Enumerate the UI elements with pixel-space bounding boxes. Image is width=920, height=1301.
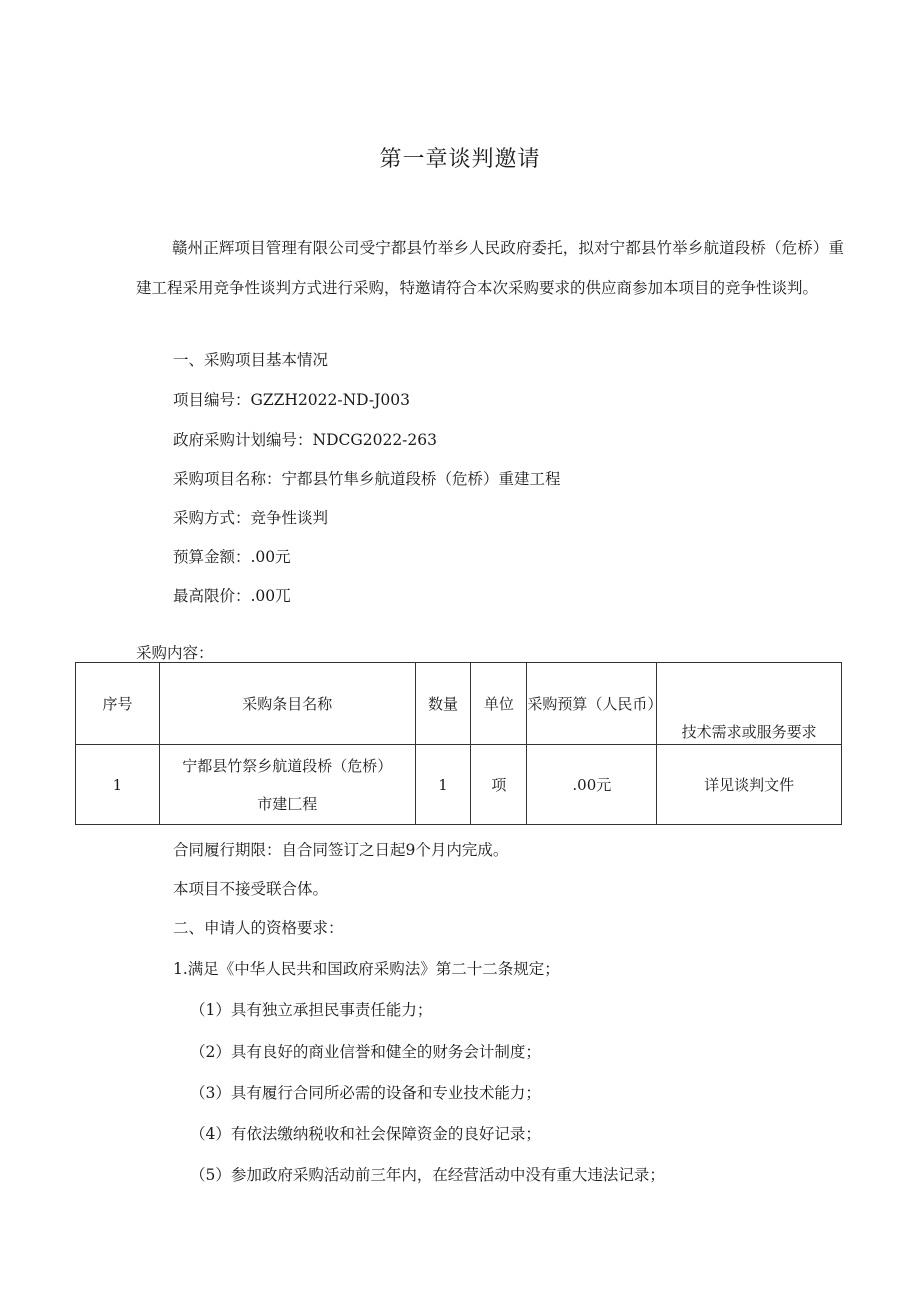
project-name: 采购项目名称：宁都县竹隼乡航道段桥（危桥）重建工程 <box>173 470 561 488</box>
cell-tech: 详见谈判文件 <box>657 745 842 825</box>
contract-period: 合同履行期限：自合同签订之日起9个月内完成。 <box>173 841 509 859</box>
budget-amount: 预算金额：.00元 <box>173 548 291 566</box>
header-tech: 技术需求或服务要求 <box>657 663 842 745</box>
header-qty: 数量 <box>415 663 471 745</box>
requirement-sub-2: （2）具有良好的商业信誉和健全的财务会计制度； <box>190 1043 541 1061</box>
section1-heading: 一、采购项目基本情况 <box>173 351 329 369</box>
intro-paragraph: 赣州正辉项目管理有限公司受宁都县竹举乡人民政府委托，拟对宁都县竹举乡航道段桥（危桥）重建工程采用竞争性谈判方式进行采购，特邀请符合本次采购要求的供应商参加本项目的竞争性谈判。 <box>136 239 844 297</box>
cell-budget: .00元 <box>527 745 657 825</box>
plan-number: 政府采购计划编号：NDCG2022-263 <box>173 431 438 449</box>
requirement-sub-4: （4）有依法缴纳税收和社会保障资金的良好记录； <box>190 1125 541 1143</box>
header-budget: 采购预算（人民币） <box>527 663 657 745</box>
requirement-sub-3: （3）具有履行合同所必需的设备和专业技术能力； <box>190 1084 541 1102</box>
table-row <box>76 745 842 825</box>
max-price: 最高限价：.00兀 <box>173 587 291 605</box>
requirement-item-1: 1.满足《中华人民共和国政府采购法》第二十二条规定； <box>173 960 560 978</box>
cell-item-line1: 宁都县竹祭乡航道段桥（危桥） <box>182 756 393 775</box>
cell-unit: 项 <box>471 745 527 825</box>
procurement-method: 采购方式：竞争性谈判 <box>173 509 329 527</box>
cell-item-line2: 市建匚程 <box>257 794 318 813</box>
requirement-sub-1: （1）具有独立承担民事责任能力； <box>190 1001 433 1019</box>
header-seq: 序号 <box>76 663 160 745</box>
cell-seq: 1 <box>76 745 160 825</box>
consortium-note: 本项目不接受联合体。 <box>173 880 329 898</box>
cell-item <box>159 745 415 825</box>
section2-heading: 二、申请人的资格要求： <box>173 919 344 937</box>
content-label: 采购内容： <box>136 644 214 662</box>
requirement-sub-5: （5）参加政府采购活动前三年内，在经营活动中没有重大违法记录； <box>190 1166 665 1184</box>
table-header-row <box>76 663 842 745</box>
header-unit: 单位 <box>471 663 527 745</box>
page-title: 第一章谈判邀请 <box>379 147 541 172</box>
procurement-table <box>75 662 842 825</box>
cell-qty: 1 <box>415 745 471 825</box>
project-number: 项目编号：GZZH2022-ND-J003 <box>173 391 410 409</box>
header-item: 采购条目名称 <box>159 663 415 745</box>
